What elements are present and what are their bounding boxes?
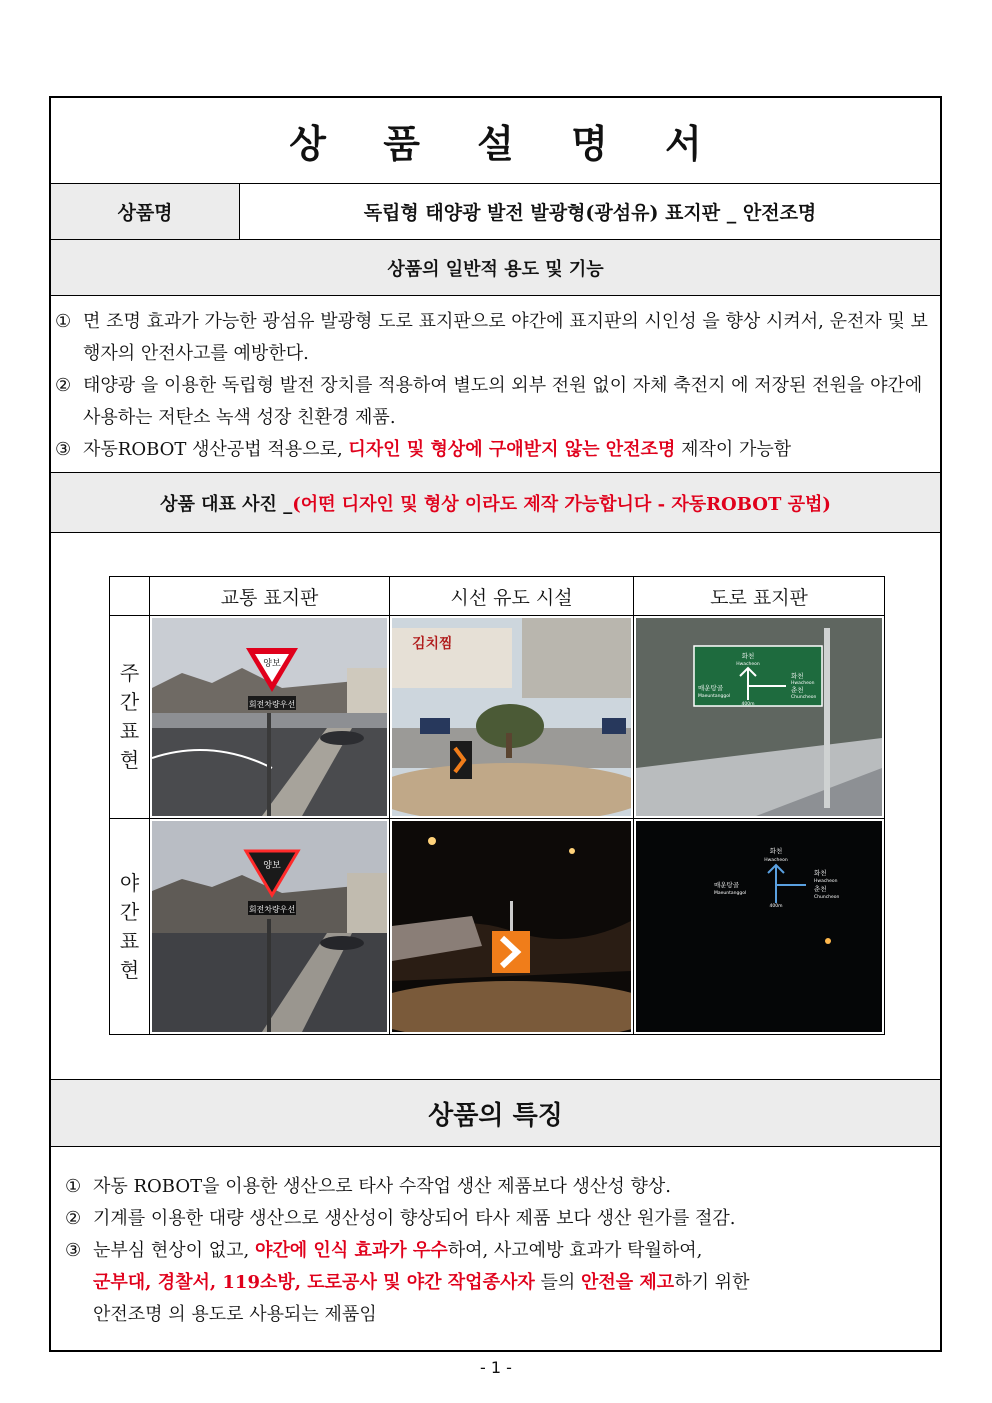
page-number: - 1 - [480, 1358, 512, 1377]
photo-day-delineator [392, 618, 631, 816]
row-head-char: 표 [119, 928, 140, 953]
dest-right1-en-night: Hwacheon [814, 879, 838, 884]
dest-right2-night: 춘천 [814, 885, 827, 893]
product-name-label: 상품명 [51, 184, 240, 239]
sign-yield-ko: 양보 [263, 659, 281, 669]
feature-item-text: 눈부심 현상이 없고, [93, 1240, 255, 1261]
feature-item-highlight: 안전을 제고 [580, 1272, 675, 1293]
distance-night: 400m [769, 904, 783, 909]
page-title: 상 품 설 명 서 [289, 121, 724, 166]
row-head-char: 표 [119, 719, 140, 743]
feature-item-1 [65, 1171, 926, 1203]
col-head-delineator: 시선 유도 시설 [450, 586, 573, 609]
dest-left: 매운탕골 [698, 684, 724, 692]
feature-item-number: ① [65, 1176, 82, 1197]
usage-item-number: ③ [55, 439, 72, 460]
photo-day-road-sign [636, 618, 882, 816]
product-name-value: 독립형 태양광 발전 발광형(광섬유) 표지판 _ 안전조명 [363, 202, 817, 224]
row-head-char: 현 [119, 957, 140, 982]
photo-night-traffic-sign [152, 821, 387, 1032]
feature-item-text: 기계를 이용한 대량 생산으로 생산성이 향상되어 타사 제품 보다 생산 원가를 절감. [93, 1208, 736, 1229]
feature-item-text: 들의 [534, 1272, 581, 1293]
distance: 400m [741, 702, 755, 707]
usage-item-text-end: 제작이 가능함 [675, 439, 792, 460]
usage-item-text: 자동ROBOT 생산공법 적용으로, [83, 439, 349, 460]
feature-item-highlight: 군부대, 경찰서, 119소방, 도로공사 및 야간 작업종사자 [93, 1272, 535, 1293]
document-frame [49, 96, 942, 1352]
photo-day-traffic-sign [152, 618, 387, 816]
feature-item-number: ② [65, 1208, 82, 1229]
row-head-char: 주 [119, 661, 140, 685]
photo-table [109, 576, 885, 1035]
feature-item-number: ③ [65, 1240, 82, 1261]
photos-heading [51, 473, 940, 533]
dest-right1-en: Hwacheon [791, 681, 815, 686]
feature-item-3 [65, 1235, 926, 1331]
feature-item-text: 하기 위한 [674, 1272, 750, 1293]
dest-left-night: 매운탕골 [714, 881, 740, 889]
shop-sign-text: 김치찜 [412, 636, 453, 652]
usage-item-text: 면 조명 효과가 가능한 광섬유 발광형 도로 표지판으로 야간에 표지판의 시인성 을 향상 시켜서, 운전자 및 보행자의 안전사고를 예방한다. [83, 311, 928, 364]
dest-right2-en: Chuncheon [791, 695, 817, 700]
dest-top-night: 화천 [769, 847, 783, 855]
product-name-row [51, 184, 940, 240]
title-row [51, 98, 940, 184]
dest-right1-night: 화천 [814, 869, 827, 877]
dest-right2: 춘천 [791, 686, 804, 694]
usage-item-3 [55, 434, 936, 466]
feature-item-highlight: 야간에 인식 효과가 우수 [255, 1240, 448, 1261]
photos-area [51, 533, 940, 1080]
dest-top: 화천 [741, 652, 755, 660]
photos-heading-text: 상품 대표 사진 _ [160, 493, 293, 515]
usage-item-number: ② [55, 375, 72, 396]
features-heading: 상품의 특징 [51, 1080, 940, 1147]
features-list [51, 1147, 940, 1352]
feature-item-text: 하여, 사고예방 효과가 탁월하여, [447, 1240, 703, 1261]
photos-heading-highlight: (어떤 디자인 및 형상 이라도 제작 가능합니다 - 자동ROBOT 공법) [292, 493, 831, 515]
col-head-traffic-sign: 교통 표지판 [220, 586, 319, 609]
dest-left-en: Maeuntanggol [698, 694, 731, 699]
photo-night-road-sign [636, 821, 882, 1032]
dest-left-en-night: Maeuntanggol [714, 891, 747, 896]
usage-heading: 상품의 일반적 용도 및 기능 [51, 240, 940, 296]
sign-plate-text: 회전차량우선 [248, 700, 296, 709]
sign-plate-text-night: 회전차량우선 [248, 905, 296, 914]
feature-item-text: 안전조명 의 용도로 사용되는 제품임 [93, 1304, 377, 1325]
row-head-char: 현 [119, 748, 140, 772]
feature-item-2 [65, 1203, 926, 1235]
row-head-day [110, 616, 149, 818]
usage-item-1 [55, 306, 936, 370]
photo-night-delineator [392, 821, 631, 1032]
col-head-road-sign: 도로 표지판 [710, 586, 808, 609]
usage-item-highlight: 디자인 및 형상에 구애받지 않는 안전조명 [348, 439, 676, 460]
feature-item-text: 자동 ROBOT을 이용한 생산으로 타사 수작업 생산 제품보다 생산성 향상. [93, 1176, 671, 1197]
usage-item-number: ① [55, 311, 72, 332]
row-head-char: 야 [119, 870, 140, 895]
row-head-char: 간 [119, 899, 140, 924]
dest-right2-en-night: Chuncheon [814, 895, 840, 900]
dest-right1: 화천 [791, 672, 804, 680]
usage-item-2 [55, 370, 936, 434]
row-head-night [110, 819, 149, 1034]
usage-list [51, 296, 940, 473]
dest-top-en: Hwacheon [736, 662, 760, 667]
dest-top-en-night: Hwacheon [764, 858, 788, 863]
row-head-char: 간 [119, 690, 140, 714]
usage-item-text: 태양광 을 이용한 독립형 발전 장치를 적용하여 별도의 외부 전원 없이 자체 축전지 에 저장된 전원을 야간에 사용하는 저탄소 녹색 성장 친환경 제품. [83, 375, 923, 428]
sign-yield-ko-night: 양보 [263, 861, 281, 871]
